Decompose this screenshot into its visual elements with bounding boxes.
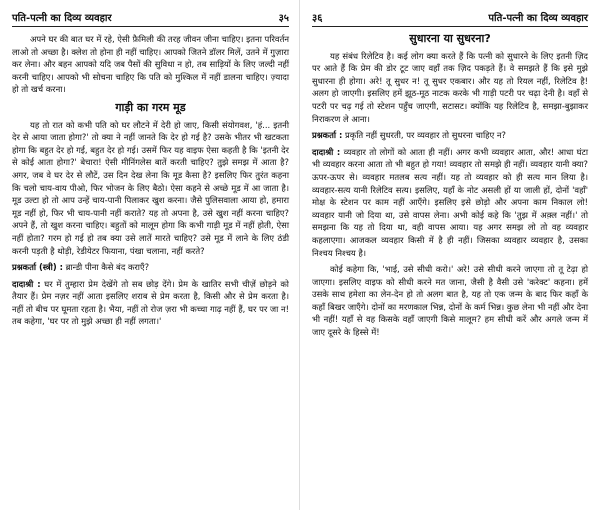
dadashri-label: दादाश्री : [12, 278, 41, 289]
page-number: ३६ [312, 13, 323, 24]
left-page-body [12, 33, 289, 328]
answer [312, 146, 588, 259]
paragraph: यह तो रात को कभी पति को घर लौटने में देरी हो जाए, किसी संयोगवश, 'हं... इतनी देर से आया जाता होगा?' तो क्या ने नहीं जानते कि देर हो गई है? उसके भीतर भी खटकता होगा कि बहुत देर हो गई, बहुत देर हो गई। उसमें फिर यह वाइफ ऐसा कहती है कि 'इतनी देर से कोई आता होगा?' बेचारा! ऐसी मीनिंगलेस बातें करती चाहिए? तुझे समझ में आता है? अगर, जब वे घर देर से लौटें, उस दिन देख लेना कि मूड कैसा है? इसलिए फिर तुरंत कहना कि चलो चाय-वाय पीओ, फिर भोजन के लिए बैठो। ऐसा कहने से अच्छे मूड में आ जाता है। मूड उल्टा हो तो आप उन्हें चाय-पानी पिलाकर खुश करना। जैसे पुलिसवाला आया हो, हमारा मूड नहीं हो, फिर भी चाय-पानी नहीं कराते? यह तो अपना है, उसे खुश नहीं करना चाहिए? अपने हैं, तो खुश करना चाहिए। बहुतों को मालूम होगा कि कभी गाड़ी मूड में नहीं होती, ऐसा नहीं होता? गरम हो गई हो तब क्या उसे लातें मारते चाहिए? उसे मूड में लाने के लिए ठंडी करनी पड़ती है थोड़ी, रेडीयेटर फियाना, पंखा चलाना, नहीं करते? [12, 119, 289, 256]
questioner-label: प्रश्नकर्ता (स्त्री) : [12, 262, 63, 273]
right-page-body [312, 33, 588, 339]
questioner-label: प्रश्नकर्ता : [312, 130, 343, 141]
answer-text: व्यवहार तो लोगों को आता ही नहीं। अगर कभी व्यवहार आता, और! आधा घंटा भी व्यवहार करना आता तो भी बहुत हो गया! व्यवहार तो समझे ही नहीं। व्यवहार यानी क्या? ऊपर-ऊपर से। व्यवहार मतलब सत्य नहीं। यह तो व्यवहार को ही सत्य मान लिया है। व्यवहार-सत्य यानी रिलेटिव सत्य। इसलिए, यहाँ के नोट असली हों या जाली हों, दोनों 'वहाँ' मोक्ष के स्टेशन पर काम नहीं आएँगे। इसलिए इसे छोड़ो और अपना काम निकाल लो! व्यवहार यानी जो दिया था, उसे वापस लेना। अभी कोई कहे कि 'तुझ में अक़्ल नहीं।' तो समझना कि यह तो दिया था, वही वापस आया। यह अगर समझ लो तो वह व्यवहार कहलाएगा। आजकल व्यवहार किसी में है ही नहीं। जिसका व्यवहार व्यवहार है, उसका निश्चय निश्चय है। [312, 146, 588, 258]
section-heading: सुधारना या सुधरना? [409, 32, 491, 45]
paragraph: अपने घर की बात घर में रहे, ऐसी फ़ैमिली की तरह जीवन जीना चाहिए। इतना परिवर्तन लाओ तो अच्छा है। क्लेश तो होना ही नहीं चाहिए। आपको जितने डॉलर मिलें, उतने में गुज़ारा कर लेना। और बहन आपको यदि जब पैसों की सुविधा न हो, तब साड़ियों के लिए जल्दी नहीं करनी चाहिए। आपको भी सोचना चाहिए कि पति को मुश्किल में नहीं डालना चाहिए। ज़्यादा हो तो खर्च करना। [12, 34, 289, 95]
question [312, 129, 588, 142]
section-heading: गाड़ी का गरम मूड [115, 100, 186, 114]
paragraph: कोई कहेगा कि, 'भाई, उसे सीधी करो।' अरे! उसे सीधी करने जाएगा तो तू टेढ़ा हो जाएगा। इसलिए वाइफ को सीधी करने मत जाना, जैसी है वैसी उसे 'करेक्ट' कहना। हमें उसके साथ हमेशा का लेन-देन हो तो अलग बात है, यह तो एक जन्म के बाद फिर कहाँ के कहाँ बिखर जाएँगे। दोनों का मरणकाल भिन्न, दोनों के कर्म भिन्न। कुछ लेना भी नहीं और देना भी नहीं! यहाँ से वह किसके वहाँ जाएगी किसे मालूम? हम सीधी करें और अगले जन्म में जाए दूसरे के हिस्से में! [312, 264, 588, 338]
paragraph: यह संबंध रिलेटिव है। कई लोग क्या करते हैं कि पत्नी को सुधारने के लिए इतनी ज़िद पर आते हैं कि प्रेम की डोर टूट जाए वहाँ तक ज़िद पकड़ते हैं। वे समझते हैं कि इसे मुझे सुधारना ही होगा। अरे! तू सुधर न! तू सुधर एकबार। और यह तो रियल नहीं, रिलेटिव है! अलग हो जाएगी। इसलिए हमें झूठ-मूठ नाटक करके भी गाड़ी पटरी पर चढ़ा देनी है। वहाँ से पटरी पर चढ़ गई तो स्टेशन पहुँच जाएगी, सटासट। क्योंकि यह रिलेटिव है, समझा-बुझाकर निराकरण ले आना। [312, 50, 588, 124]
question-text: प्रकृति नहीं सुधरती, पर व्यवहार तो सुधरना चाहिए न? [345, 130, 506, 141]
running-title: पति-पत्नी का दिव्य व्यवहार [12, 13, 112, 24]
running-title: पति-पत्नी का दिव्य व्यवहार [488, 13, 588, 24]
answer-text: घर में तुम्हारा प्रेम देखेंगे तो सब छोड़ देंगे। प्रेम के खातिर सभी चीज़ें छोड़ने को तैयार हैं। प्रेम नज़र नहीं आता इसलिए शराब से प्रेम करता है, किसी और से प्रेम करता है। नहीं तो बीच पर घूमता रहता है। भैया, नहीं तो रोज ज़रा भी कच्चा गाढ़ नहीं हैं, घर पर जा न! तब कहेगा, 'घर पर तो मुझे अच्छा ही नहीं लगता।' [12, 278, 289, 327]
right-page-header [312, 8, 588, 27]
right-page [300, 0, 600, 510]
answer [12, 278, 289, 328]
question-text: ब्रान्डी पीना कैसे बंद कराएँ? [65, 262, 150, 273]
question [12, 261, 289, 274]
page-number: ३५ [278, 13, 289, 24]
left-page-header [12, 8, 289, 27]
dadashri-label: दादाश्री : [312, 146, 341, 157]
